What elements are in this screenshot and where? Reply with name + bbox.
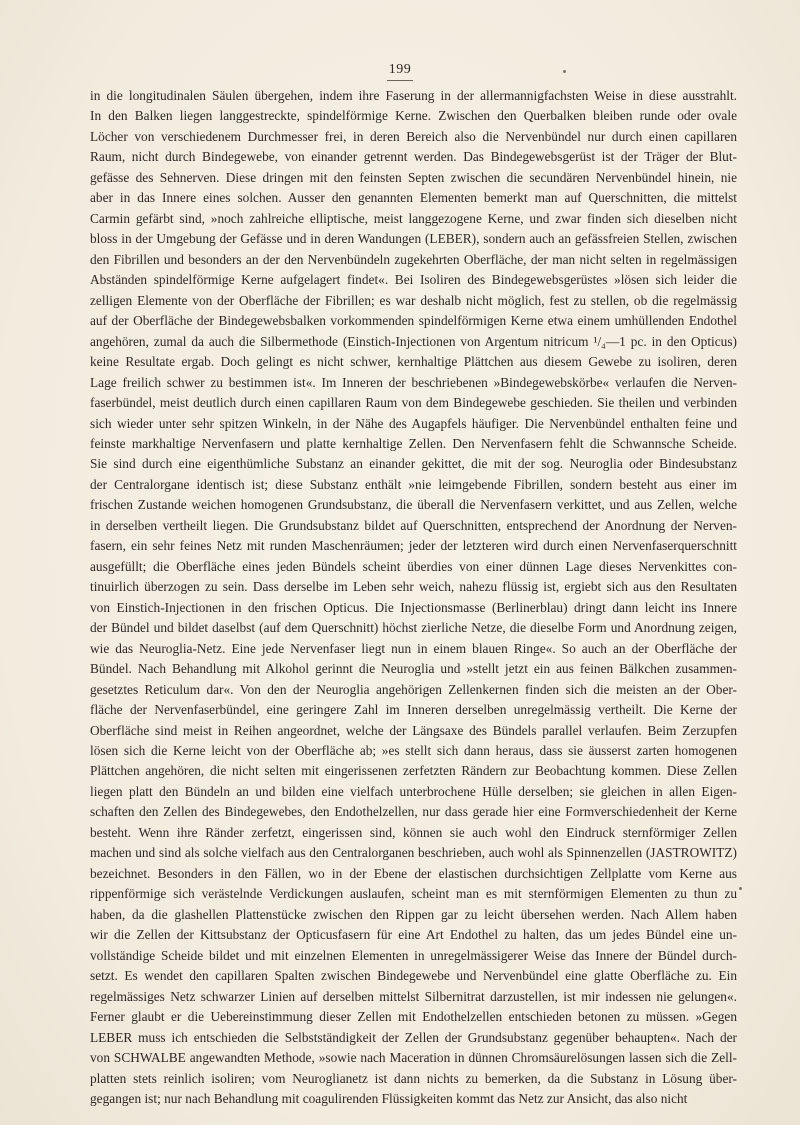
text-line: von SCHWALBE angewandten Methode, »sowie nach Maceration in dünnen Chromsäurelösungen lassen sich die Zell- — [90, 1050, 737, 1066]
text-line: liegen platt den Bündeln an und bilden eine vielfach unterbrochene Hülle derselben; sie gleichen in allen Eigen- — [90, 783, 737, 799]
text-line: feinste markhaltige Nervenfasern und platte kernhaltige Zellen. Den Nervenfasern fehlt die Schwannsche Scheide. — [90, 435, 737, 451]
text-line: auf der Oberfläche der Bindegewebsbalken vorkommenden spindelförmigen Kerne etwa einem umhüllenden Endothel — [90, 313, 737, 329]
text-line: haben, da die glashellen Plattenstücke zwischen den Rippen gar zu leicht übersehen werden. Nach Allem haben — [90, 906, 737, 922]
text-line: Lage freilich schwer zu bestimmen ist«. Im Inneren der beschriebenen »Bindegewebskörbe« verlaufen die Nerven- — [90, 374, 737, 390]
text-line: vollständige Scheide bildet und mit einzelnen Elementen in unregelmässigerer Weise das Innere der Bündel durch- — [90, 947, 737, 963]
body-text — [90, 86, 737, 1109]
text-line: Oberfläche sind meist in Reihen angeordnet, welche der Längsaxe des Bündels parallel verlaufen. Beim Zerzupfen — [90, 722, 737, 738]
text-line: Ferner glaubt er die Uebereinstimmung dieser Zellen mit Endothelzellen entschieden betonen zu müssen. »Gegen — [90, 1009, 737, 1025]
text-line: frischen Zustande weichen homogenen Grundsubstanz, die überall die Nervenfasern verkittet, und aus Zellen, welche — [90, 497, 737, 513]
text-line: der Bündel und bildet daselbst (auf dem Querschnitt) höchst zierliche Netze, die dieselbe Form und Anordnung zeigen, — [90, 620, 737, 636]
text-line: gesetztes Reticulum dar«. Von den der Neuroglia angehörigen Zellenkernen finden sich die meisten an der Ober- — [90, 681, 737, 697]
text-line: lösen sich die Kerne leicht von der Oberfläche ab; »es stellt sich dann heraus, dass sie äusserst zarten homogenen — [90, 743, 737, 758]
text-line: Sie sind durch eine eigenthümliche Substanz an einander gekittet, die mit der sog. Neuroglia oder Bindesubstanz — [90, 456, 737, 472]
text-line: fläche der Nervenfaserbündel, eine geringere Zahl im Inneren derselben unregelmässig vertheilt. Die Kerne der — [90, 702, 737, 718]
text-line: schaften den Zellen des Bindegewebes, den Endothelzellen, nur dass gerade hier eine Formverschiedenheit der Kerne — [90, 804, 737, 820]
text-line: setzt. Es wendet den capillaren Spalten zwischen Bindegewebe und Nervenbündel eine glatte Oberfläche zu. Ein — [90, 968, 737, 984]
text-line: bloss in der Umgebung der Gefässe und in deren Wandungen (LEBER), sondern auch an gefässfreien Stellen, zwischen — [90, 231, 737, 247]
text-line: rippenförmige sich verästelnde Verdickungen auslaufen, scheint man es mit sternförmigen Elementen zu thun zu — [90, 886, 737, 902]
text-line: In den Balken liegen langgestreckte, spindelförmige Kerne. Zwischen den Querbalken bleiben runde oder ovale — [90, 108, 737, 124]
text-line: regelmässiges Netz schwarzer Linien auf derselben mittelst Silbernitrat darzustellen, ist mir indessen nie gelungen«. — [90, 988, 737, 1004]
text-line: ausgefüllt; die Oberfläche eines jeden Bündels scheint überdies von einer dünnen Lage dieses Nervenkittes con- — [90, 558, 737, 574]
text-line: Raum, nicht durch Bindegewebe, von einander getrennt werden. Das Bindegewebsgerüst ist der Träger der Blut- — [90, 149, 737, 165]
text-line: von Einstich-Injectionen in den frischen Opticus. Die Injectionsmasse (Berlinerblau) dringt dann leicht ins Innere — [90, 599, 737, 615]
text-line: Bündel. Nach Behandlung mit Alkohol gerinnt die Neuroglia und »stellt jetzt ein aus feinen Bälkchen zusammen- — [90, 661, 737, 677]
text-line: zelligen Elemente von der Oberfläche der Fibrillen; es war deshalb nicht möglich, fest zu stellen, ob die regelmässig — [90, 292, 737, 308]
speck-mark — [739, 887, 742, 890]
text-line: faserbündel, meist deutlich durch einen capillaren Raum von dem Bindegewebe geschieden. Sie theilen und verbinden — [90, 395, 737, 411]
page-number-underline — [387, 80, 413, 81]
text-line: angehören, zumal da auch die Silbermethode (Einstich-Injectionen von Argentum nitricum ¹/₄—1 pc. in den Opticus) — [90, 333, 737, 349]
speck-mark — [563, 70, 566, 73]
text-line: fasern, ein sehr feines Netz mit runden Maschenräumen; jeder der letzteren wird durch einen Nervenfaserquerschnitt — [90, 538, 737, 554]
text-line: wir die Zellen der Kittsubstanz der Opticusfasern für eine Art Endothel zu halten, das um jedes Bündel eine un- — [90, 927, 737, 943]
text-line: keine Resultate ergab. Doch gelingt es nicht schwer, kernhaltige Plättchen aus diesem Gewebe zu isoliren, deren — [90, 354, 737, 370]
text-line: der Centralorgane identisch ist; diese Substanz enthält »nie leimgebende Fibrillen, sondern besteht aus einer im — [90, 476, 737, 492]
text-line: Abständen spindelförmige Kerne aufgelagert findet«. Bei Isoliren des Bindegewebsgerüstes »lösen sich leider die — [90, 272, 737, 288]
text-line: besteht. Wenn ihre Ränder zerfetzt, eingerissen sind, können sie auch wohl den Eindruck sternförmiger Zellen — [90, 824, 737, 840]
text-line: bezeichnet. Besonders in den Fällen, wo in der Ebene der elastischen durchsichtigen Zellplatte vom Kerne aus — [90, 865, 737, 881]
page-number: 199 — [388, 62, 412, 77]
text-line: aber in das Innere eines solchen. Ausser den genannten Elementen bemerkt man auf Querschnitten, die mittelst — [90, 190, 737, 206]
text-line: wie das Neuroglia-Netz. Eine jede Nervenfaser liegt nun in einem blauen Ringe«. So auch an der Oberfläche der — [90, 640, 737, 656]
text-line: machen und sind als solche vielfach aus den Centralorganen beschrieben, auch wohl als Spinnenzellen (JASTROWITZ) — [90, 845, 737, 861]
text-line: den Fibrillen und besonders an der den Nervenbündeln zugekehrten Oberfläche, der man nicht selten in regelmässigen — [90, 251, 737, 267]
text-line: gegangen ist; nur nach Behandlung mit coagulirenden Flüssigkeiten kommt das Netz zur Ansicht, das also nicht — [90, 1090, 688, 1106]
text-line: LEBER muss ich entschieden die Selbstständigkeit der Zellen der Grundsubstanz gegenüber behaupten«. Nach der — [90, 1029, 737, 1045]
text-line: platten stets reinlich isoliren; vom Neuroglianetz ist dann nichts zu bemerken, da die Substanz in Lösung über- — [90, 1070, 737, 1086]
text-line: sich wieder unter sehr spitzen Winkeln, in der Nähe des Augapfels häufiger. Die Nervenbündel enthalten feine und — [90, 415, 737, 431]
text-line: in die longitudinalen Säulen übergehen, indem ihre Faserung in der allermannigfachsten Weise in diese ausstrahlt. — [90, 88, 737, 103]
text-line: Löcher von verschiedenem Durchmesser frei, in deren Bereich also die Nervenbündel nur durch einen capillaren — [90, 128, 737, 144]
text-line: Carmin gefärbt sind, »noch zahlreiche elliptische, meist langgezogene Kerne, und zwar finden sich dieselben nicht — [90, 210, 737, 226]
text-line: gefässe des Sehnerven. Diese dringen mit den feinsten Septen zwischen die secundären Nervenbündel hinein, nie — [90, 169, 737, 185]
text-line: in derselben vertheilt liegen. Die Grundsubstanz bildet auf Querschnitten, entsprechend der Anordnung der Nerven- — [90, 517, 737, 533]
text-line: Plättchen angehören, die nicht selten mit eingerissenen zerfetzten Rändern zur Beobachtung kommen. Diese Zellen — [90, 763, 737, 779]
text-line: tinuirlich überzogen zu sein. Dass derselbe im Leben sehr weich, nahezu flüssig ist, ergiebt sich aus den Resultaten — [90, 579, 737, 595]
